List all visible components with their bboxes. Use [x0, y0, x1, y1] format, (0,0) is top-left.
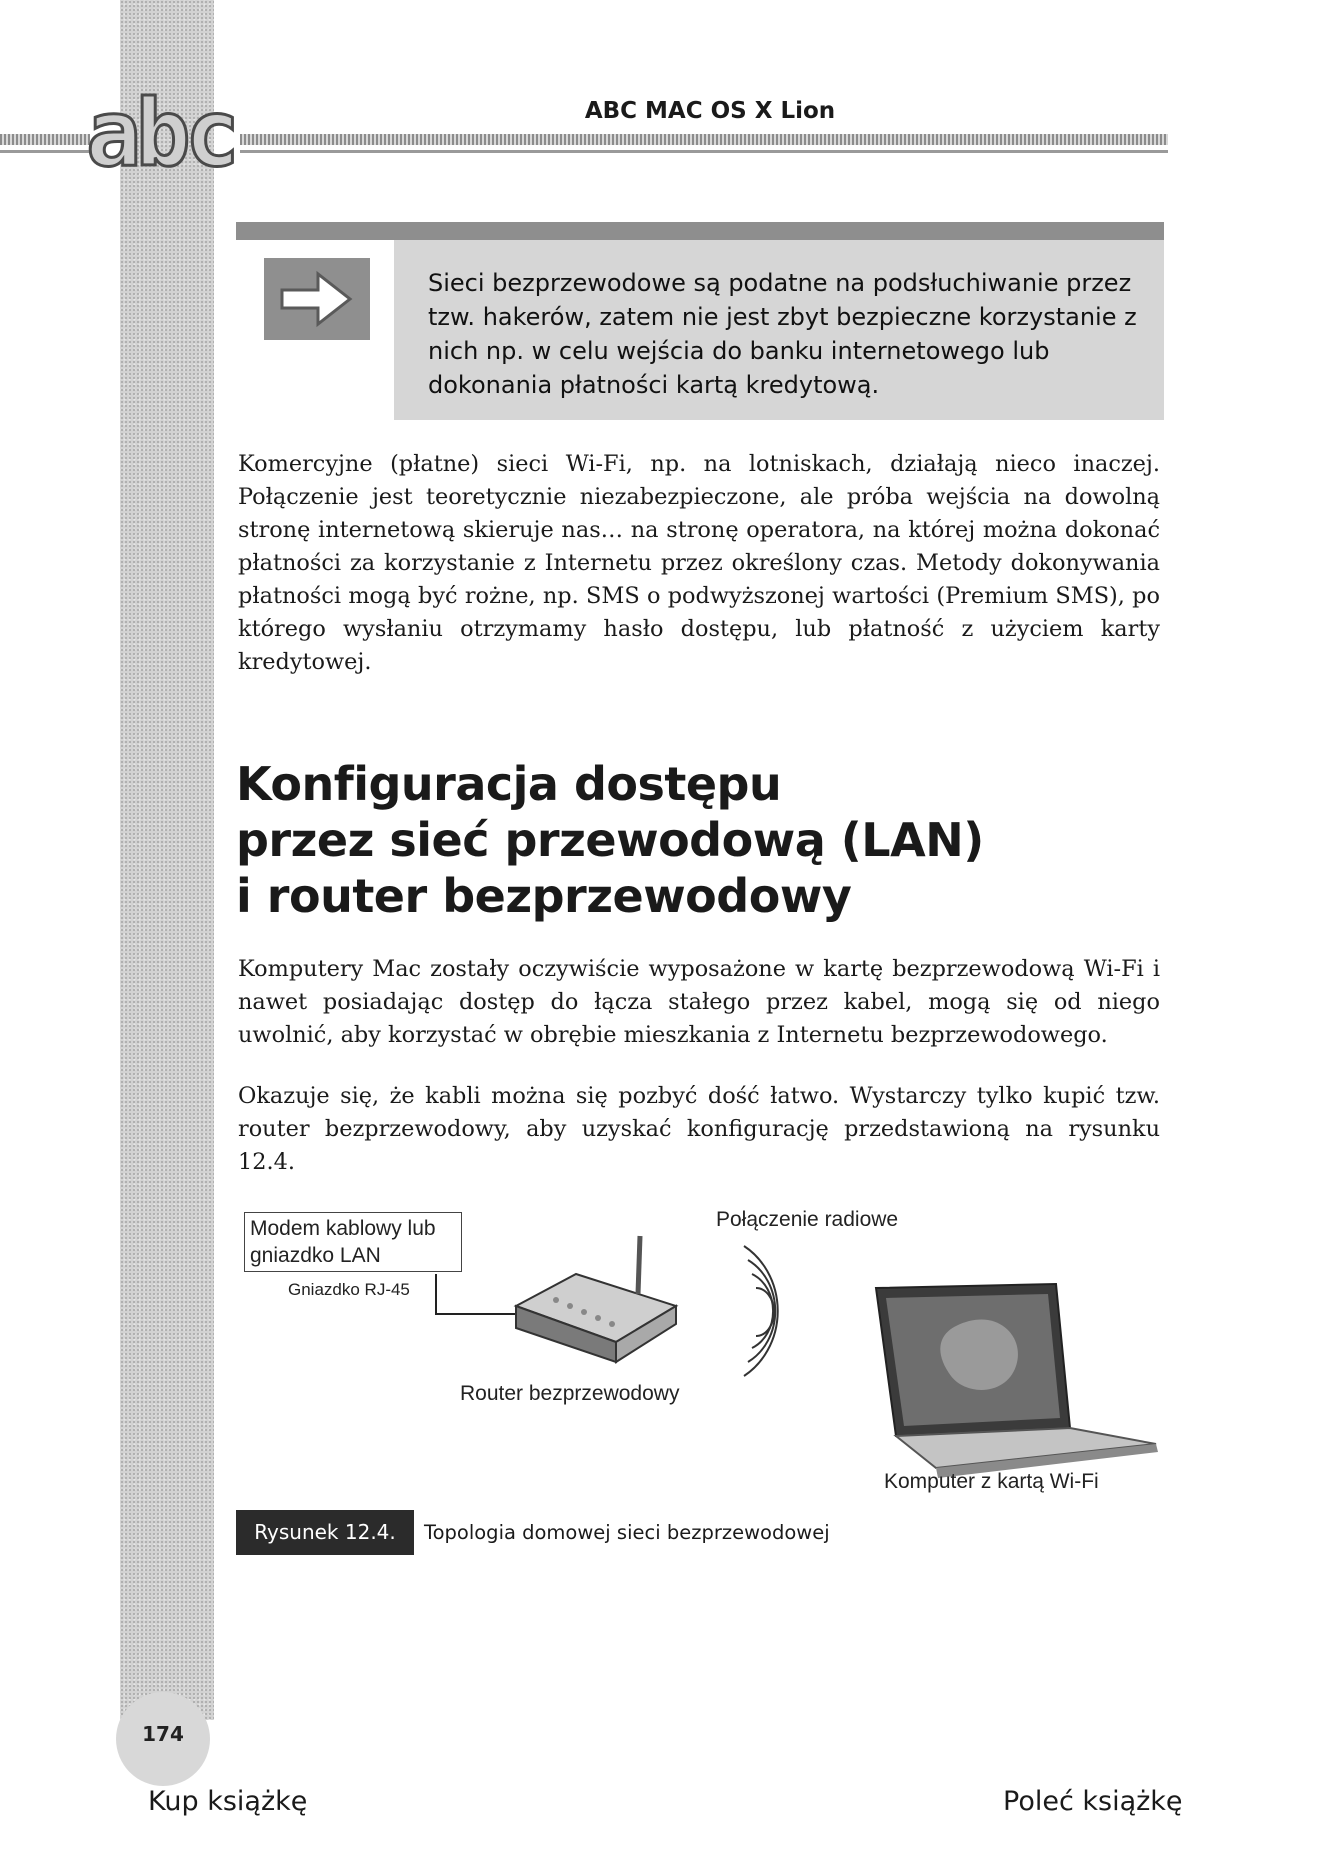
paragraph-3: Okazuje się, że kabli można się pozbyć dość łatwo. Wystarczy tylko kupić tzw. router bezprzewodowy, aby uzyskać konfigurację przedstawioną na rysunku 12.4. — [238, 1083, 1160, 1175]
lan-cable — [436, 1274, 524, 1314]
arrow-right-icon — [264, 258, 370, 340]
heading-line-3: i router bezprzewodowy — [236, 869, 852, 923]
note-top-bar — [236, 222, 1164, 240]
recommend-book-link[interactable]: Poleć książkę — [1003, 1786, 1183, 1817]
section-heading — [236, 756, 1156, 924]
network-topology-figure — [236, 1196, 1176, 1506]
header-thin-rule-right — [240, 150, 1168, 153]
paragraph-2: Komputery Mac zostały oczywiście wyposażone w kartę bezprzewodową Wi-Fi i nawet posiadając dostęp do łącza stałego przez kabel, mogą się od niego uwolnić, aby korzystać w obrębie mieszkania z Internetu bezprzewodowego. — [238, 956, 1160, 1048]
note-text: Sieci bezprzewodowe są podatne na podsłuchiwanie przez tzw. hakerów, zatem nie jest zbyt bezpieczne korzystanie z nich np. w celu wejścia do banku internetowego lub dokonania płatności kartą kredytową. — [428, 269, 1137, 399]
header-rule-left — [0, 134, 90, 145]
buy-book-link[interactable]: Kup książkę — [148, 1786, 308, 1817]
modem-label-line-2: gniazdko LAN — [250, 1244, 381, 1267]
figure-caption-text: Topologia domowej sieci bezprzewodowej — [424, 1521, 830, 1544]
modem-label-line-1: Modem kablowy lub — [250, 1217, 436, 1240]
abc-logo: abc — [86, 80, 235, 187]
sidebar-strip — [120, 0, 214, 1720]
router-label: Router bezprzewodowy — [460, 1382, 680, 1405]
socket-label: Gniazdko RJ-45 — [288, 1280, 410, 1299]
heading-line-1: Konfiguracja dostępu — [236, 757, 782, 811]
header-thin-rule-left — [0, 150, 90, 153]
header-rule-right — [240, 134, 1168, 145]
radio-waves — [744, 1246, 778, 1376]
router-illustration — [516, 1236, 676, 1362]
paragraph-1: Komercyjne (płatne) sieci Wi-Fi, np. na lotniskach, działają nieco inaczej. Połączenie jest teoretycznie niezabezpieczone, ale próba wejścia na dowolną stronę internetową skieruje nas… na stronę operatora, na której można dokonać płatności za korzystanie z Internetu przez określony czas. Metody dokonywania płatności mogą być rożne, np. SMS o podwyższonej wartości (Premium SMS), po którego wysłaniu otrzymamy hasło dostępu, lub płatność z użyciem karty kredytowej. — [238, 451, 1160, 675]
running-title: ABC MAC OS X Lion — [584, 98, 836, 124]
computer-label: Komputer z kartą Wi-Fi — [884, 1470, 1099, 1493]
figure-caption-number: Rysunek 12.4. — [236, 1510, 414, 1555]
heading-line-2: przez sieć przewodową (LAN) — [236, 813, 984, 867]
radio-label: Połączenie radiowe — [716, 1208, 899, 1231]
laptop-illustration — [876, 1284, 1158, 1478]
page-number: 174 — [142, 1722, 184, 1746]
modem-label-box — [244, 1212, 462, 1272]
